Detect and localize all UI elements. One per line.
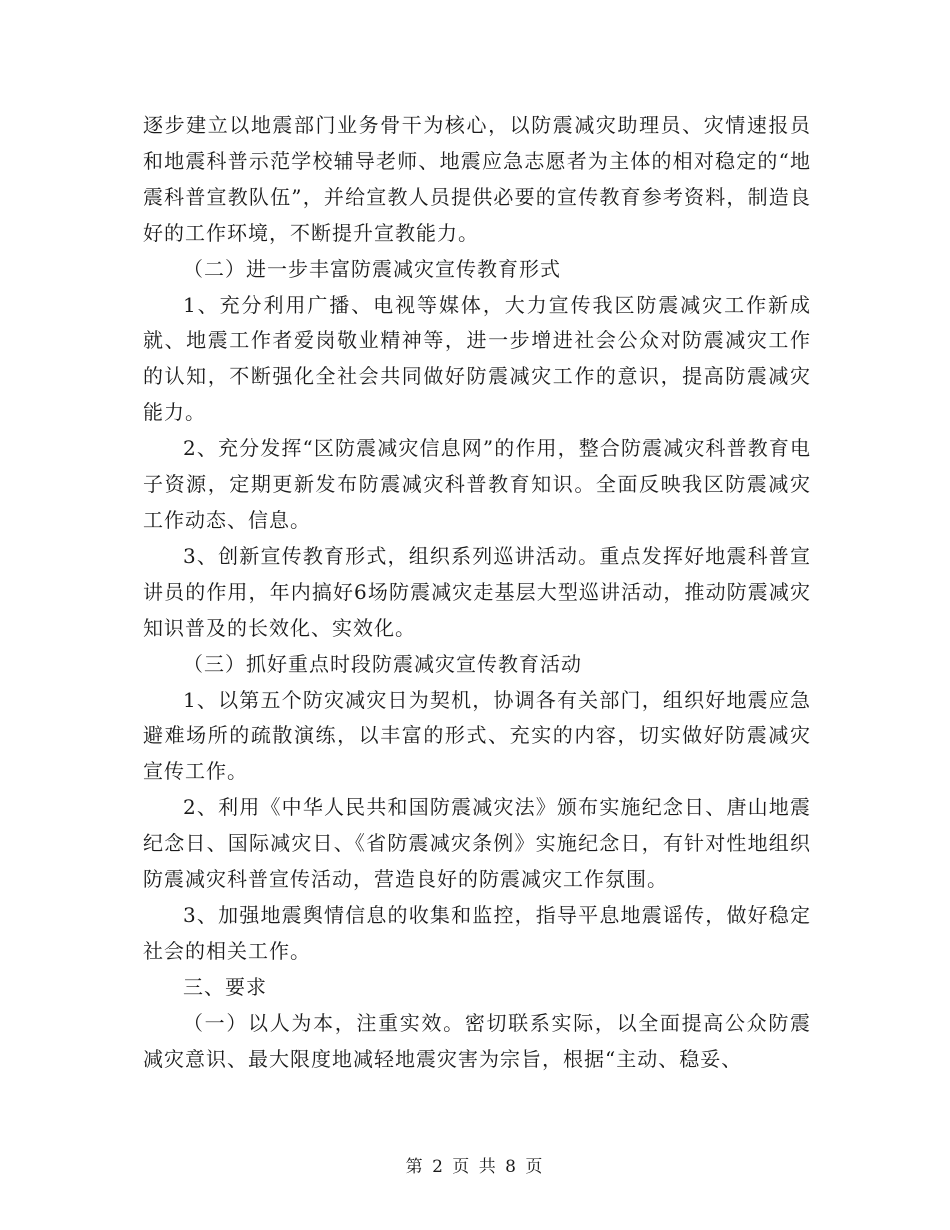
- section-heading-requirements: 三、要求: [183, 974, 267, 999]
- paragraph-item-3: 3、加强地震舆情信息的收集和监控，指导平息地震谣传，做好稳定社会的相关工作。: [143, 902, 811, 963]
- paragraph-continuation: 逐步建立以地震部门业务骨干为核心，以防震减灾助理员、灾情速报员和地震科普示范学校辅导老师、地震应急志愿者为主体的相对稳定的“地震科普宣教队伍”，并给宣教人员提供必要的宣传教育参考资料，制造良好的工作环境，不断提升宣教能力。: [143, 113, 811, 245]
- section-heading-3: （三）抓好重点时段防震减灾宣传教育活动: [183, 651, 582, 676]
- body-text: [143, 108, 811, 1077]
- paragraph-item-2: 2、利用《中华人民共和国防震减灾法》颁布实施纪念日、唐山地震纪念日、国际减灾日、《省防震减灾条例》实施纪念日，有针对性地组织防震减灾科普宣传活动，营造良好的防震减灾工作氛围。: [143, 795, 811, 892]
- paragraph-item-1: 1、充分利用广播、电视等媒体，大力宣传我区防震减灾工作新成就、地震工作者爱岗敬业精神等，进一步增进社会公众对防震减灾工作的认知，不断强化全社会共同做好防震减灾工作的意识，提高防震减灾能力。: [143, 292, 811, 425]
- paragraph-item-1: 1、以第五个防灾减灾日为契机，协调各有关部门，组织好地震应急避难场所的疏散演练，以丰富的形式、充实的内容，切实做好防震减灾宣传工作。: [143, 687, 811, 784]
- paragraph-item-3: 3、创新宣传教育形式，组织系列巡讲活动。重点发挥好地震科普宣讲员的作用，年内搞好6场防震减灾走基层大型巡讲活动，推动防震减灾知识普及的长效化、实效化。: [143, 543, 811, 640]
- paragraph-item-2: 2、充分发挥“区防震减灾信息网”的作用，整合防震减灾科普教育电子资源，定期更新发布防震减灾科普教育知识。全面反映我区防震减灾工作动态、信息。: [143, 436, 811, 532]
- paragraph-requirement-1: （一）以人为本，注重实效。密切联系实际，以全面提高公众防震减灾意识、最大限度地减轻地震灾害为宗旨，根据“主动、稳妥、: [143, 1010, 811, 1071]
- page-number-footer: 第 2 页 共 8 页: [405, 1157, 545, 1177]
- section-heading-2: （二）进一步丰富防震减灾宣传教育形式: [183, 256, 561, 281]
